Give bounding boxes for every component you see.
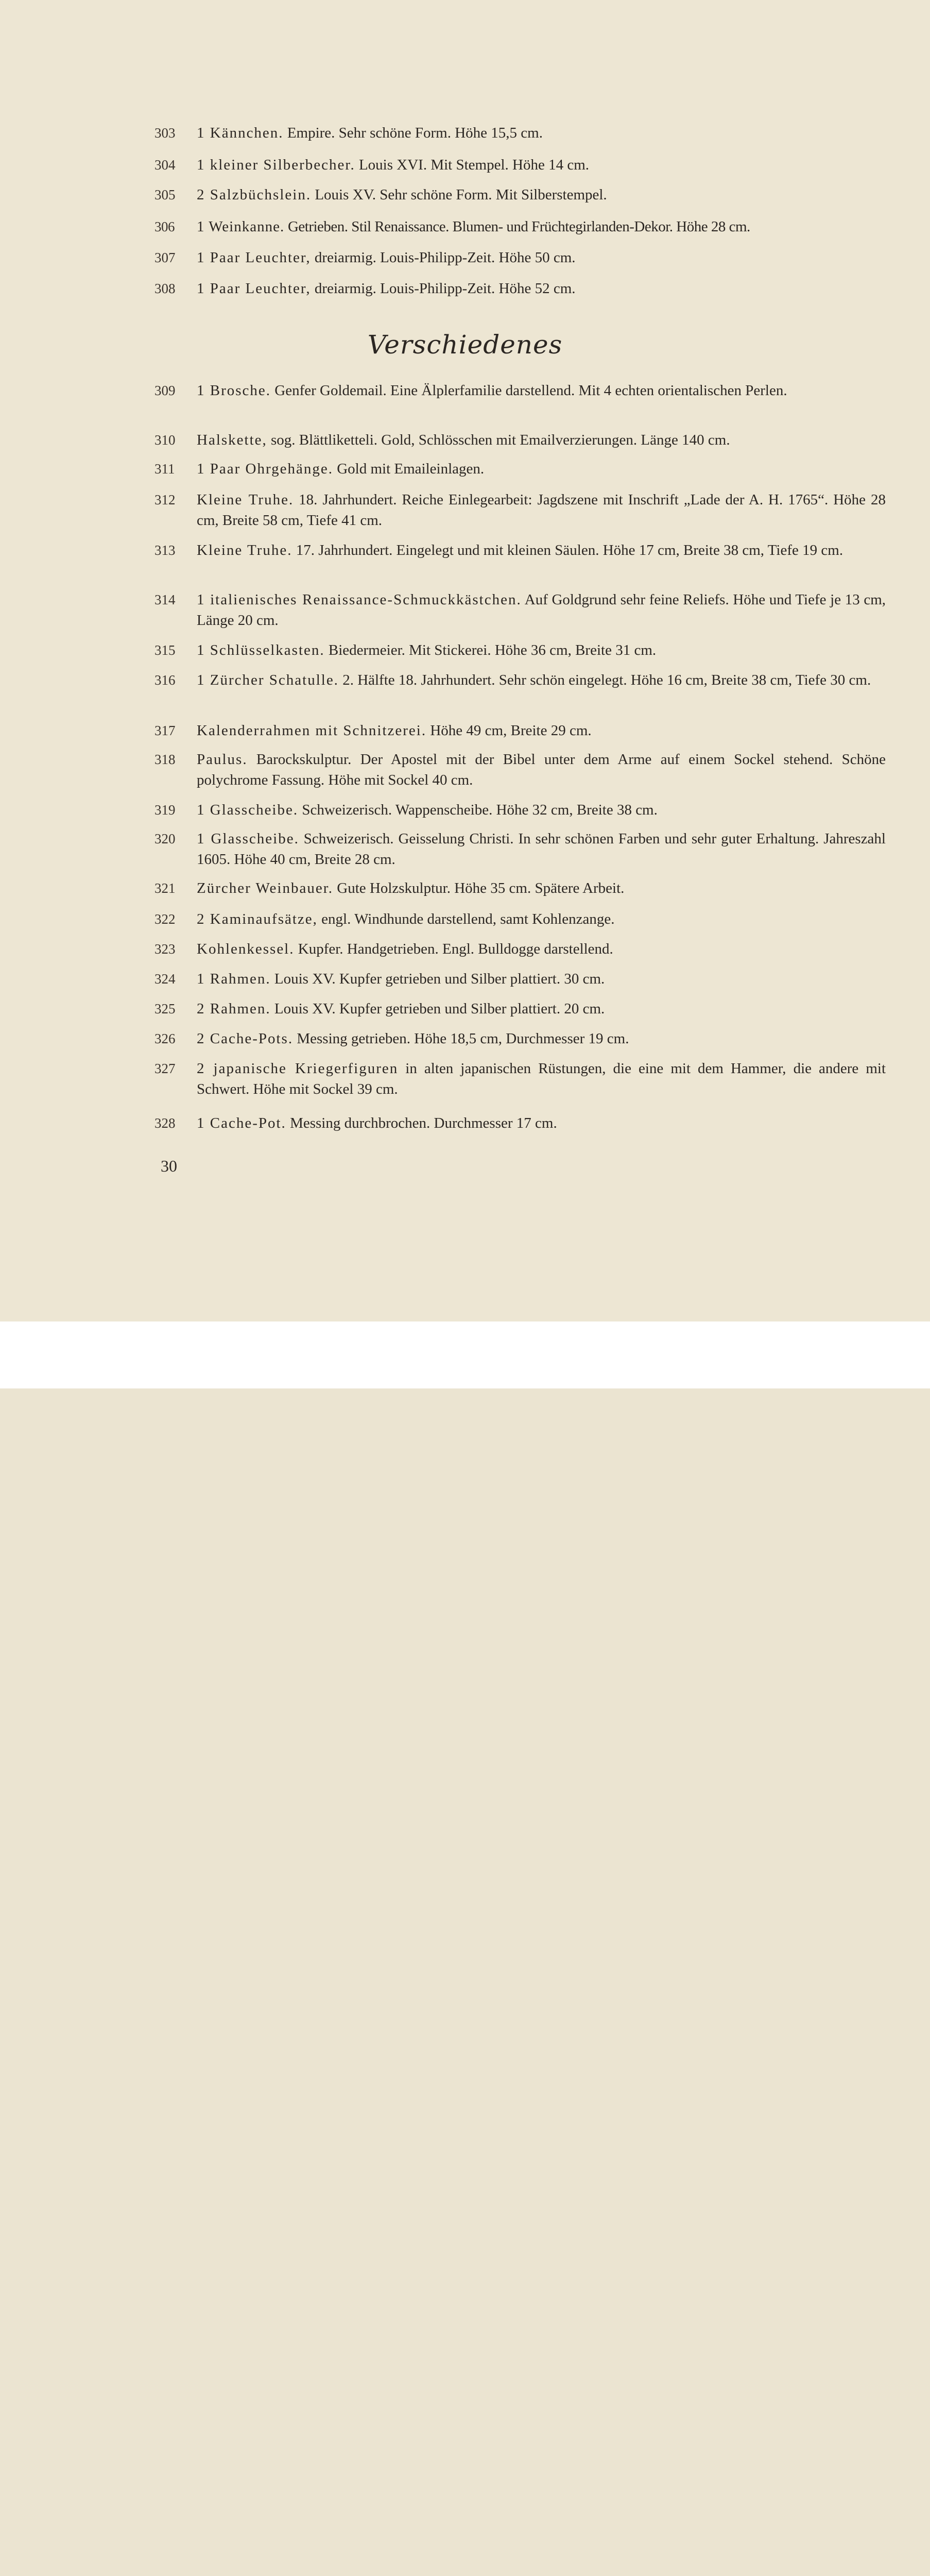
list-item — [154, 969, 886, 989]
list-item — [154, 749, 886, 790]
lot-number: 317 — [154, 723, 176, 738]
lot-title: 1 Glasscheibe. — [197, 802, 299, 818]
list-item — [154, 670, 886, 690]
list-item — [154, 1058, 886, 1099]
lot-number: 312 — [154, 492, 176, 507]
lot-description: Empire. Sehr schöne Form. Höhe 15,5 cm. — [283, 125, 543, 141]
lot-number: 321 — [154, 880, 176, 896]
lot-title: 1 Weinkanne. — [197, 218, 285, 235]
list-item — [154, 939, 886, 959]
lot-description: Schweizerisch. Geisselung Christi. In sehr schönen Farben und sehr guter Erhaltung. Jahreszahl 1605. Höhe 40 cm, Breite 28 cm. — [197, 831, 886, 868]
lot-description: Schweizerisch. Wappenscheibe. Höhe 32 cm, Breite 38 cm. — [298, 802, 658, 818]
lot-description: 2. Hälfte 18. Jahrhundert. Sehr schön eingelegt. Höhe 16 cm, Breite 38 cm, Tiefe 30 cm. — [338, 672, 871, 688]
lot-description: Kupfer. Handgetrieben. Engl. Bulldogge darstellend. — [294, 941, 613, 957]
lot-number: 318 — [154, 752, 176, 767]
lot-title: Halskette, — [197, 432, 267, 448]
lot-description: Gold mit Emaileinlagen. — [333, 461, 485, 477]
lot-description: Messing durchbrochen. Durchmesser 17 cm. — [286, 1115, 557, 1131]
lot-number: 313 — [154, 543, 176, 558]
lot-description: 18. Jahrhundert. Reiche Einlegearbeit: Jagdszene mit Inschrift „Lade der A. H. 1765“. Höhe 28 cm, Breite 58 cm, Tiefe 41 cm. — [197, 492, 886, 529]
lot-title: 1 Paar Leuchter, — [197, 280, 311, 297]
list-item — [154, 909, 886, 929]
list-item — [154, 278, 886, 299]
list-item — [154, 216, 886, 237]
lot-number: 323 — [154, 941, 176, 957]
lot-description: Louis XV. Kupfer getrieben und Silber plattiert. 20 cm. — [270, 1001, 605, 1017]
list-item — [154, 878, 886, 899]
list-item — [154, 1113, 886, 1133]
lot-description: Auf Goldgrund sehr feine Reliefs. Höhe und Tiefe je 13 cm, Länge 20 cm. — [197, 591, 886, 629]
lot-number: 305 — [154, 187, 176, 202]
lot-description: Barockskulptur. Der Apostel mit der Bibel unter dem Arme auf einem Sockel stehend. Schöne polychrome Fassung. Höhe mit Sockel 40 cm. — [197, 751, 886, 788]
lot-title: Kalenderrahmen mit Schnitzerei. — [197, 722, 427, 739]
lot-title: 1 italienisches Renaissance-Schmuckkästchen. — [197, 591, 522, 608]
lot-description: in alten japanischen Rüstungen, die eine mit dem Hammer, die andere mit Schwert. Höhe mit Sockel 39 cm. — [197, 1060, 886, 1097]
lot-number: 325 — [154, 1001, 176, 1016]
lot-description: Gute Holzskulptur. Höhe 35 cm. Spätere Arbeit. — [333, 880, 625, 896]
list-item — [154, 247, 886, 268]
lot-number: 319 — [154, 802, 176, 818]
lot-number: 328 — [154, 1115, 176, 1131]
footer-bar — [0, 1321, 930, 1388]
lot-number: 303 — [154, 125, 176, 141]
list-item — [154, 430, 886, 450]
lot-title: 2 Cache-Pots. — [197, 1030, 294, 1047]
lot-number: 309 — [154, 383, 176, 398]
list-item — [154, 828, 886, 870]
lot-title: Paulus. — [197, 751, 248, 768]
lot-description: Höhe 49 cm, Breite 29 cm. — [426, 722, 592, 739]
list-item — [154, 998, 886, 1019]
lot-title: 1 Paar Ohrgehänge. — [197, 461, 333, 477]
lot-number: 320 — [154, 831, 176, 846]
lot-title: 1 Cache-Pot. — [197, 1115, 286, 1131]
lot-title: 2 Rahmen. — [197, 1001, 271, 1017]
list-item — [154, 540, 886, 561]
lot-number: 304 — [154, 157, 176, 173]
lot-number: 324 — [154, 971, 176, 987]
lot-title: 2 japanische Kriegerfiguren — [197, 1060, 399, 1077]
lot-number: 306 — [154, 219, 175, 234]
lot-description: engl. Windhunde darstellend, samt Kohlenzange. — [317, 911, 615, 927]
lot-description: Louis XV. Kupfer getrieben und Silber plattiert. 30 cm. — [270, 971, 605, 987]
list-item — [154, 1028, 886, 1049]
lot-title: 1 Schlüsselkasten. — [197, 642, 325, 658]
lot-number: 326 — [154, 1031, 176, 1046]
list-item — [154, 123, 886, 143]
list-item — [154, 380, 886, 401]
lot-number: 311 — [154, 461, 175, 477]
lot-description: dreiarmig. Louis-Philipp-Zeit. Höhe 50 cm. — [311, 249, 576, 266]
lot-description: Getrieben. Stil Renaissance. Blumen- und Früchtegirlanden-Dekor. Höhe 28 cm. — [284, 218, 750, 235]
lot-number: 315 — [154, 642, 176, 658]
lot-title: 1 kleiner Silberbecher. — [197, 157, 355, 173]
lot-number: 316 — [154, 672, 176, 688]
lot-number: 310 — [154, 432, 176, 448]
lot-description: sog. Blättliketteli. Gold, Schlösschen mit Emailverzierungen. Länge 140 cm. — [267, 432, 730, 448]
lot-title: 1 Paar Leuchter, — [197, 249, 311, 266]
lot-title: 2 Kaminaufsätze, — [197, 911, 318, 927]
section-heading: Verschiedenes — [367, 330, 563, 360]
lot-description: 17. Jahrhundert. Eingelegt und mit kleinen Säulen. Höhe 17 cm, Breite 38 cm, Tiefe 19 cm. — [292, 542, 843, 558]
lot-title: 1 Glasscheibe. — [197, 831, 299, 847]
lot-number: 308 — [154, 281, 176, 296]
lot-title: 1 Kännchen. — [197, 125, 284, 141]
lot-title: 2 Salzbüchslein. — [197, 187, 312, 203]
page-number: 30 — [161, 1157, 177, 1175]
lot-number: 327 — [154, 1061, 176, 1076]
list-item — [154, 640, 886, 660]
lot-title: 1 Brosche. — [197, 382, 271, 399]
lot-description: dreiarmig. Louis-Philipp-Zeit. Höhe 52 cm. — [311, 280, 576, 297]
lot-description: Louis XVI. Mit Stempel. Höhe 14 cm. — [355, 157, 590, 173]
lot-number: 322 — [154, 911, 176, 927]
lot-title: 1 Rahmen. — [197, 971, 271, 987]
list-item — [154, 800, 886, 820]
lot-description: Biedermeier. Mit Stickerei. Höhe 36 cm, Breite 31 cm. — [324, 642, 657, 658]
lot-title: Kleine Truhe. — [197, 492, 294, 508]
list-item — [154, 489, 886, 531]
list-item — [154, 720, 886, 741]
lot-title: Zürcher Weinbauer. — [197, 880, 334, 896]
list-item — [154, 184, 886, 205]
list-item — [154, 589, 886, 631]
lot-title: Kleine Truhe. — [197, 542, 292, 558]
list-item — [154, 155, 886, 175]
lot-number: 314 — [154, 592, 176, 607]
lot-title: 1 Zürcher Schatulle. — [197, 672, 339, 688]
lot-description: Genfer Goldemail. Eine Älplerfamilie darstellend. Mit 4 echten orientalischen Perlen. — [271, 382, 787, 399]
lot-number: 307 — [154, 250, 176, 265]
lot-description: Louis XV. Sehr schöne Form. Mit Silberstempel. — [311, 187, 607, 203]
list-item — [154, 459, 886, 479]
lot-title: Kohlenkessel. — [197, 941, 295, 957]
lot-description: Messing getrieben. Höhe 18,5 cm, Durchmesser 19 cm. — [293, 1030, 629, 1047]
